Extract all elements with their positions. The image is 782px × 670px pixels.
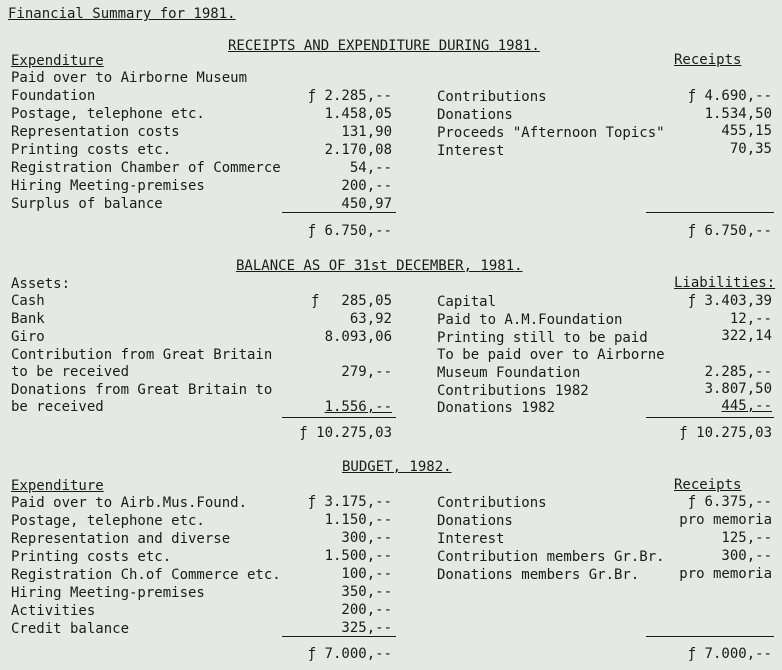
s3-rec-label: Contributions — [437, 495, 547, 511]
s3-exp-label: Representation and diverse — [11, 531, 231, 547]
s1-left-total-rule — [282, 212, 396, 213]
s3-rec-value: 125,-- — [721, 530, 772, 546]
s1-exp-label: Surplus of balance — [11, 196, 163, 212]
section3-heading: BUDGET, 1982. — [342, 459, 452, 475]
s3-rec-label: Donations members Gr.Br. — [437, 567, 640, 583]
s1-exp-value: 54,-- — [349, 160, 392, 176]
s1-right-total: ƒ 6.750,-- — [687, 223, 772, 239]
s2-asset-value: 63,92 — [349, 311, 392, 327]
s1-exp-value: 1.458,05 — [324, 106, 392, 122]
s1-exp-value: 131,90 — [341, 124, 392, 140]
s2-asset-label: be received — [11, 399, 104, 415]
s1-exp-value: 450,97 — [341, 196, 392, 212]
s2-asset-label: Cash — [11, 293, 45, 309]
s3-rec-value: ƒ 6.375,-- — [687, 494, 772, 510]
s1-rec-value: 455,15 — [721, 123, 772, 139]
s3-rec-label: Interest — [437, 531, 505, 547]
section1-right-header: Receipts — [674, 52, 742, 68]
s1-exp-value: 2.170,08 — [324, 142, 392, 158]
s1-rec-label: Interest — [437, 143, 505, 159]
s3-right-total-rule — [646, 636, 774, 637]
s2-asset-label: Giro — [11, 329, 45, 345]
s2-liab-value: ƒ 3.403,39 — [687, 293, 772, 309]
s2-asset-value: 8.093,06 — [324, 329, 392, 345]
s2-liab-value: 2.285,-- — [704, 364, 772, 380]
s2-right-total-rule — [646, 417, 774, 418]
s3-exp-value: 100,-- — [341, 566, 392, 582]
s3-exp-value: 350,-- — [341, 584, 392, 600]
s3-exp-label: Printing costs etc. — [11, 549, 172, 565]
s3-exp-value: ƒ 3.175,-- — [307, 494, 392, 510]
s1-rec-value: ƒ 4.690,-- — [687, 88, 772, 104]
s3-rec-label: Contribution members Gr.Br. — [437, 549, 665, 565]
s1-rec-value: 1.534,50 — [704, 106, 772, 122]
s1-exp-label: Postage, telephone etc. — [11, 106, 205, 122]
s1-exp-label: Registration Chamber of Commerce — [11, 160, 281, 176]
section3-right-header: Receipts — [674, 477, 742, 493]
s3-exp-value: 200,-- — [341, 602, 392, 618]
s2-asset-label: Bank — [11, 311, 45, 327]
s2-asset-label: Contribution from Great Britain — [11, 347, 273, 363]
s2-asset-value: 285,05 — [341, 293, 392, 309]
s2-liab-value: 445,-- — [721, 398, 772, 414]
s1-rec-label: Proceeds "Afternoon Topics" — [437, 125, 665, 141]
s2-liab-label: Capital — [437, 294, 497, 310]
s1-exp-label: Representation costs — [11, 124, 180, 140]
s2-liab-label: Museum Foundation — [437, 365, 581, 381]
section2-right-header: Liabilities: — [674, 275, 776, 291]
s2-liab-label: Contributions 1982 — [437, 383, 589, 399]
s2-asset-value: 1.556,-- — [324, 399, 392, 415]
document-title: Financial Summary for 1981. — [8, 6, 236, 22]
s3-exp-label: Credit balance — [11, 621, 130, 637]
s2-asset-label: Donations from Great Britain to — [11, 382, 273, 398]
s1-exp-label: Paid over to Airborne Museum — [11, 70, 248, 86]
s1-rec-value: 70,35 — [729, 141, 772, 157]
s2-liab-label: Paid to A.M.Foundation — [437, 312, 623, 328]
s1-right-total-rule — [646, 212, 774, 213]
s3-left-total-rule — [282, 636, 396, 637]
s1-rec-label: Contributions — [437, 89, 547, 105]
s3-rec-value: pro memoria — [679, 566, 772, 582]
s2-liab-label: Printing still to be paid — [437, 330, 648, 346]
s2-right-total: ƒ 10.275,03 — [679, 425, 772, 441]
s2-liab-value: 12,-- — [729, 311, 772, 327]
s3-exp-value: 1.150,-- — [324, 512, 392, 528]
s3-rec-value: pro memoria — [679, 512, 772, 528]
s1-exp-label: Hiring Meeting-premises — [11, 178, 205, 194]
s3-exp-value: 300,-- — [341, 530, 392, 546]
s2-liab-value: 322,14 — [721, 328, 772, 344]
section2-left-header: Assets: — [11, 276, 71, 292]
s3-exp-label: Hiring Meeting-premises — [11, 585, 205, 601]
s2-liab-value: 3.807,50 — [704, 381, 772, 397]
s3-exp-label: Activities — [11, 603, 96, 619]
s2-asset-label: to be received — [11, 364, 130, 380]
s2-liab-label: Donations 1982 — [437, 400, 556, 416]
s3-rec-label: Donations — [437, 513, 513, 529]
s3-right-total: ƒ 7.000,-- — [687, 646, 772, 662]
s3-exp-value: 1.500,-- — [324, 548, 392, 564]
s3-rec-value: 300,-- — [721, 548, 772, 564]
s3-left-total: ƒ 7.000,-- — [307, 646, 392, 662]
s1-exp-label: Foundation — [11, 88, 96, 104]
s2-left-total: ƒ 10.275,03 — [299, 425, 392, 441]
section1-heading: RECEIPTS AND EXPENDITURE DURING 1981. — [228, 38, 540, 54]
s3-exp-label: Postage, telephone etc. — [11, 513, 205, 529]
section3-left-header: Expenditure — [11, 478, 104, 494]
s3-exp-label: Paid over to Airb.Mus.Found. — [11, 495, 248, 511]
s1-left-total: ƒ 6.750,-- — [307, 223, 392, 239]
s2-asset-value: 279,-- — [341, 364, 392, 380]
s1-exp-value: ƒ 2.285,-- — [307, 88, 392, 104]
s1-rec-label: Donations — [437, 107, 513, 123]
s2-assets-currency: ƒ — [311, 293, 320, 309]
s1-exp-value: 200,-- — [341, 178, 392, 194]
s1-exp-label: Printing costs etc. — [11, 142, 172, 158]
section2-heading: BALANCE AS OF 31st DECEMBER, 1981. — [236, 258, 523, 274]
s2-left-total-rule — [282, 417, 396, 418]
s2-liab-label: To be paid over to Airborne — [437, 347, 665, 363]
s3-exp-label: Registration Ch.of Commerce etc. — [11, 567, 281, 583]
section1-left-header: Expenditure — [11, 53, 104, 69]
s3-exp-value: 325,-- — [341, 620, 392, 636]
